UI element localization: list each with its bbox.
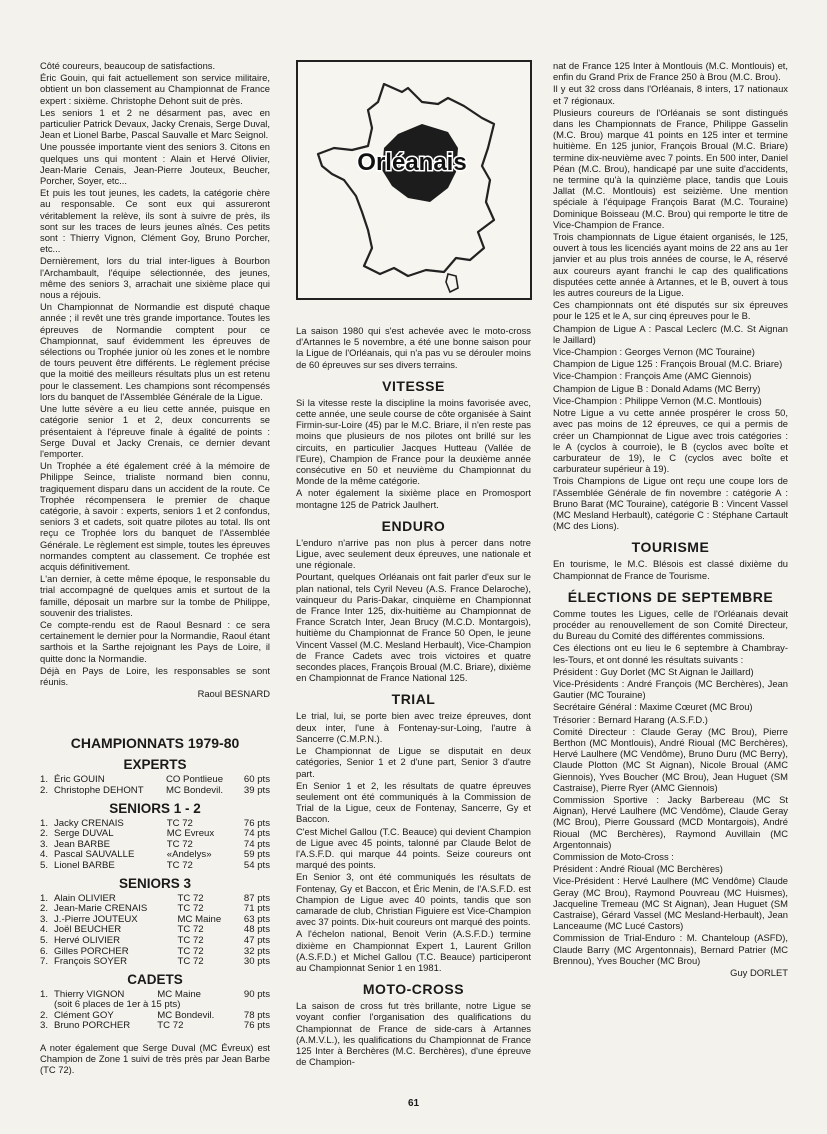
paragraph: L'an dernier, à cette même époque, le responsable du trial accompagné de quelques amis et surtout de la famille, déposait un marbre sur la tombe de Philippe, souvenir des trialistes. [40, 573, 270, 618]
paragraph: A l'échelon national, Benoit Verin (A.S.F.D.) termine dixième en Championnat Expert 1, Laurent Grillon (A.S.F.D.) et Michel Gallou (T.C. Beauce) participeront au Championnat Senior 1 en 1981. [296, 928, 531, 973]
points: 90 pts [243, 988, 270, 1000]
results-table [40, 894, 270, 968]
table-row [40, 936, 270, 947]
rider-name: Clément GOY [54, 1009, 114, 1021]
group-heading: CADETS [127, 971, 183, 987]
paragraph: La saison 1980 qui s'est achevée avec le moto-cross d'Artannes le 5 novembre, a été une bonne saison pour la Ligue de l'Orléanais, qui n'a pas vu se dérouler moins de 60 épreuves sur ses divers terrains. [296, 325, 531, 370]
paragraph: Dernièrement, lors du trial inter-ligues à Bourbon l'Archambault, l'équipe sélectionnée, des jeunes, même des seniors 3, arrachait une sixième place qui nous a réjouis. [40, 255, 270, 301]
results-table [40, 775, 270, 796]
paragraph: Les seniors 1 et 2 ne désarment pas, avec en particulier Patrick Devaux, Jacky Crenais, Serge Duval, Jean et Lionel Barbe, Pascal Sauvalle et Marc Seignol. [40, 106, 270, 141]
paragraph: Le Championnat de Ligue se disputait en deux catégories, Senior 1 et 2 d'une part, Senior 3 d'autre part. [296, 745, 531, 779]
paragraph: Trois Champions de Ligue ont reçu une coupe lors de l'Assemblée Générale de fin novembre : catégorie A : Bruno Barat (MC Touraine), catégorie B : Vincent Vassel (MC Mesland Herbault), catégorie C : Stéphane Cartault (MC des Lions). [553, 475, 788, 532]
paragraph: Ces championnats ont été disputés sur six épreuves pour le 125 et le A, sur cinq épreuves pour le B. [553, 299, 788, 322]
section-heading-elections: ÉLECTIONS DE SEPTEMBRE [567, 588, 774, 605]
rank: 2. [40, 903, 49, 915]
middle-column [296, 325, 531, 1068]
section-heading-enduro: ENDURO [381, 517, 446, 534]
signature: Guy DORLET [730, 967, 788, 979]
paragraph: Champion de Ligue A : Pascal Leclerc (M.C. St Aignan le Jaillard) [553, 322, 788, 345]
paragraph: Vice-Présidents : André François (MC Berchères), Jean Gautier (MC Touraine) [553, 677, 788, 701]
club: CO Pontlieue [165, 774, 224, 786]
rank: 6. [40, 945, 49, 957]
paragraph: Une lutte sévère a eu lieu cette année, puisque en catégorie senior 1 et 2, deux concurrents se présentaient à l'épreuve finale à égalité de points : Serge Duval et Jacky Crenais, ce dernier devant l'emporter. [40, 403, 270, 459]
paragraph: Trois championnats de Ligue étaient organisés, le 125, ouvert à tous les licenciés ayant moins de 22 ans au 1er janvier et au plus trois années de course, le A, réservé aux coureurs ayant franchi le cap des qualifications disputées cette année à Artannes, et le B, ouvert à tous les autres coureurs de la Ligue. [553, 231, 788, 299]
section-heading-motocross: MOTO-CROSS [362, 981, 465, 998]
points: 71 pts [243, 903, 270, 915]
paragraph: Éric Gouin, qui fait actuellement son service militaire, obtient un bon classement au Championnat de France expert : sixième. Christophe Dehont suit de près. [40, 72, 270, 106]
rider-name: Alain OLIVIER [54, 892, 116, 904]
paragraph: Vice-Champion : Philippe Vernon (M.C. Montlouis) [553, 394, 762, 406]
club: MC Evreux [166, 828, 215, 840]
club: TC 72 [166, 838, 193, 850]
rank: 4. [40, 849, 49, 861]
rider-name: François SOYER [54, 956, 128, 968]
paragraph: Notre Ligue a vu cette année prospérer le cross 50, avec pas moins de 12 épreuves, ce qui a permis de créer un Championnat de Ligue avec trois catégories : le A (cyclos à courroie), le B (cyclos avec boîte et carburateur de 19), le C (cyclos avec boîte et carburateur supérieur à 19). [553, 407, 788, 475]
rider-name: Serge DUVAL [54, 828, 114, 840]
paragraph: En tourisme, le M.C. Blésois est classé dixième du Championnat de France de Tourisme. [553, 558, 788, 581]
paragraph: Vice-Champion : Georges Vernon (MC Touraine) [553, 346, 755, 358]
paragraph: Et puis les tout jeunes, les cadets, la catégorie chère au responsable. Ce sont eux qui assureront véritablement la relève, ils sont à suivre de près, ils sont sur les traces de leurs jeunes aînés. Ces petits sont : Thierry Vignon, Clément Goy, Bruno Porcher, etc... [40, 187, 270, 255]
rider-name: Lionel BARBE [54, 859, 115, 871]
points: 78 pts [243, 1009, 270, 1021]
rank: 5. [40, 934, 49, 946]
rank: 2. [40, 828, 49, 840]
points: 60 pts [243, 774, 270, 786]
rank: 1. [40, 817, 49, 829]
results-table [40, 819, 270, 872]
france-map-icon [298, 62, 530, 298]
club: MC Bondevil. [165, 784, 224, 796]
paragraph: Plusieurs coureurs de l'Orléanais se sont distingués dans les Championnats de France, Philippe Gasselin (M.C. Brou) marque 41 points en 125 inter et termine huitième. En 125 junior, François Broual (M.C. Briare) termine dix-neuvième avec 7 points. En 500 inter, Daniel Péan (M.C. Brou), handicapé par une suite d'accidents, ne termine qu'à la quinzième place, tandis que Louis Jallat (M.C. Montlouis) est seizième. Une mention spéciale à l'équipage François Barat (M.C. Touraine) Dominique Boisseau (M.C. Brou) qui remporte le titre de Vice-Champion de France. [553, 106, 788, 230]
rank: 1. [40, 774, 49, 786]
points: 32 pts [243, 945, 270, 957]
club: TC 72 [177, 892, 204, 904]
rank: 1. [40, 892, 49, 904]
section-heading-vitesse: VITESSE [382, 377, 445, 394]
paragraph: C'est Michel Gallou (T.C. Beauce) qui devient Champion de Ligue avec 45 points, talonné par Claude Belot de l'A.S.F.D. qui marque 44 points. Seize coureurs ont marqué des points. [296, 825, 531, 871]
paragraph: Champion de Ligue B : Donald Adams (MC Berry) [553, 382, 761, 394]
map-label: Orléanais [357, 149, 467, 176]
rank: 1. [40, 988, 49, 1000]
paragraph: Si la vitesse reste la discipline la moins favorisée avec, cette année, une seule course de côte organisée à Saint Firmin-sur-Loire (45) par le M.C. Briare, il n'en reste pas moins que plusieurs de nos pilotes ont brillé sur les circuits, en particulier Jacques Hutteau (Vallée de l'Eure), Champion de France pour la deuxième année consécutive en 50 et neuvième du Championnat du Monde de la même catégorie. [296, 396, 531, 487]
club: TC 72 [177, 956, 204, 968]
club: MC Maine [177, 913, 222, 925]
paragraph: En Senior 3, ont été communiqués les résultats de Fontenay, Gy et Baccon, et Éric Menin, de l'A.S.F.D. est Champion de Ligue avec 40 points, tandis que son camarade de club, Christian Figuiere est Vice-Champion avec 37 points. Dix-huit coureurs ont marqué des points. [296, 871, 531, 928]
rider-name: Gilles PORCHER [54, 945, 129, 957]
rank: 3. [40, 1020, 49, 1032]
results-table [40, 990, 270, 1032]
paragraph: Vice-Champion : François Ame (AMC Giennois) [553, 370, 752, 382]
points: 54 pts [243, 859, 270, 871]
rider-name: Jean BARBE [54, 838, 110, 850]
rider-name: Jean-Marie CRENAIS [54, 903, 148, 915]
points: 59 pts [243, 849, 270, 861]
paragraph: Pourtant, quelques Orléanais ont fait parler d'eux sur le plan national, tels Cyril Neveu (A.S. France Delaroche), vainqueur du Paris-Dakar, cinquième en Championnat de France Inter 125, dix-huitième au Championnat de France Scratch Inter, Jean Brucy (M.C.D. Montargois), huitième du Championnat de France 50 Open, le jeune Vincent Vassel (M.C. Mesland Herbault), Vice-Champion de France Cadets avec trois victoires et quatre secondes places, François Broual (M.C. Briare), dixième en Championnat de France National 125. [296, 571, 531, 684]
points: 74 pts [243, 838, 270, 850]
map-box [296, 60, 532, 300]
rank: 5. [40, 859, 49, 871]
rider-name: Bruno PORCHER [54, 1020, 131, 1032]
rank: 2. [40, 784, 49, 796]
paragraph: Champion de Ligue 125 : François Broual (M.C. Briare) [553, 358, 783, 370]
table-row [40, 957, 270, 968]
paragraph: Un Championnat de Normandie est disputé chaque année ; il revêt une très grande importance. Toutes les épreuves de Normandie comptent pour ce Championnat, sauf évidemment les épreuves de sélections ou Trophée junior où les zones et le nombre de tours peuvent être différents. Le règlement précise que la moitié des meilleurs résultats plus un est retenu pour le classement. Les champions sont récompensés lors du banquet de l'Assemblée Générale de la Ligue. [40, 301, 270, 402]
club: TC 72 [177, 924, 204, 936]
points: 76 pts [243, 817, 270, 829]
points: 74 pts [243, 828, 270, 840]
page-number: 61 [407, 1098, 420, 1109]
paragraph: Président : Guy Dorlet (MC St Aignan le Jaillard) [553, 665, 754, 677]
paragraph: Commission Sportive : Jacky Barbereau (MC St Aignan), Hervé Laulhere (MC Vendôme), Claude Geray (MC Brou), Pierre Goussard (MCD Montargois), André Rioual (MC Berchères), Raymond Auvillain (MC Argentonnais) [553, 793, 788, 850]
paragraph: Un Trophée a été également créé à la mémoire de Philippe Seince, trialiste normand bien connu, tragiquement disparu dans un accident de la route. Ce Trophée récompensera le premier de chaque catégorie, à savoir : experts, seniors 1 et 2 confondus, seniors 3 et cadets, soit quatre pilotes au total. Ils ont reçu ce Trophée lors du banquet de l'Assemblée Générale. Le règlement est simple, toutes les épreuves normandes comptent au classement. Ce trophée est acquis définitivement. [40, 460, 270, 572]
paragraph: Le trial, lui, se porte bien avec treize épreuves, dont deux inter, l'une à Fontenay-sur-Loing, l'autre à Sancerre (C.M.P.N.). [296, 710, 531, 744]
points: 30 pts [243, 956, 270, 968]
points: 63 pts [243, 913, 270, 925]
club: MC Maine [157, 988, 201, 1000]
rider-name: Thierry VIGNON [54, 988, 125, 1000]
group-heading: EXPERTS [123, 757, 187, 773]
paragraph: Commission de Trial-Enduro : M. Chanteloup (ASFD), Claude Barry (MC Argentonnais), Bernard Patrier (MC Brennou), Yves Boucher (MC Brou) [553, 932, 788, 966]
paragraph: Secrétaire Général : Maxime Cœuret (MC Brou) [553, 701, 753, 713]
club: TC 72 [177, 903, 204, 915]
points: 76 pts [243, 1020, 270, 1032]
paragraph: Une poussée importante vient des seniors 3. Citons en quelques uns qui montent : Alain et Hervé Olivier, Jean-Marie Cenais, Jean-Pierre Jouteux, Beucher, Porcher, Soyer, etc... [40, 141, 270, 187]
table-row [40, 786, 270, 797]
rank: 2. [40, 1009, 49, 1021]
points: 47 pts [243, 934, 270, 946]
rank: 4. [40, 924, 49, 936]
group-heading: SENIORS 3 [118, 875, 192, 891]
rider-name: Christophe DEHONT [54, 784, 144, 796]
club: TC 72 [177, 934, 204, 946]
rider-name: Hervé OLIVIER [54, 934, 121, 946]
paragraph: Comme toutes les Ligues, celle de l'Orléanais devait procéder au renouvellement de son Comité Directeur, du Bureau du Comité des différentes commissions. [553, 607, 788, 642]
points: 87 pts [243, 892, 270, 904]
paragraph: Ces élections ont eu lieu le 6 septembre à Chambray-les-Tours, et ont donné les résultats suivants : [553, 642, 788, 665]
paragraph: Déjà en Pays de Loire, les responsables se sont réunis. [40, 664, 270, 687]
right-column [553, 60, 788, 979]
rank: 7. [40, 956, 49, 968]
paragraph: Comité Directeur : Claude Geray (MC Brou), Pierre Berthon (MC Montlouis), André Rioual (MC Berchères), Hervé Laulhere (MC Vendôme), Bruno Duru (MC Berry), Claude Plotton (MC St Aignan), Nicole Broual (AMC Giennois), Yves Boucher (MC Brou), Jean Huguet (SM Castraise), Pierre Ryer (AMC Giennois) [553, 725, 788, 793]
paragraph: Ce compte-rendu est de Raoul Besnard : ce sera certainement le dernier pour la Normandie, Raoul étant sarthois et la Sarthe rejoignant les Pays de Loire, il quitte donc la Normandie. [40, 618, 270, 664]
paragraph: Côté coureurs, beaucoup de satisfactions. [40, 60, 216, 71]
note: A noter également que Serge Duval (MC Évreux) est Champion de Zone 1 suivi de très près par Jean Barbe (TC 72). [40, 1042, 270, 1076]
club: TC 72 [166, 859, 193, 871]
paragraph: Commission de Moto-Cross : [553, 851, 674, 862]
left-column [40, 60, 270, 1077]
paragraph: Président : André Rioual (MC Berchères) [553, 863, 723, 875]
club: «Andelys» [166, 849, 212, 861]
club: MC Bondevil. [157, 1009, 215, 1021]
paragraph: A noter également la sixième place en Promosport montagne 125 de Patrick Jaulhert. [296, 487, 531, 510]
paragraph: Trésorier : Bernard Harang (A.S.F.D.) [553, 713, 708, 725]
rider-name: Pascal SAUVALLE [54, 849, 135, 861]
section-heading-trial: TRIAL [391, 691, 436, 708]
rider-name: Joël BEUCHER [54, 924, 122, 936]
paragraph: La saison de cross fut très brillante, notre Ligue se voyant confier l'organisation des qualifications du Championnat de France de side-cars à Artannes (A.M.V.L.), les qualifications du Championnat de France 125 Inter à Berchères (M.C. Berchères), d'une épreuve de Champion- [296, 1000, 531, 1068]
paragraph: nat de France 125 Inter à Montlouis (M.C. Montlouis) et, enfin du Grand Prix de France 250 à Brou (M.C. Brou). [553, 60, 788, 83]
rider-name: Éric GOUIN [54, 774, 105, 786]
table-row [40, 1021, 270, 1032]
points: 48 pts [243, 924, 270, 936]
rank: 3. [40, 913, 49, 925]
signature: Raoul BESNARD [197, 688, 270, 700]
group-heading: SENIORS 1 - 2 [109, 800, 201, 816]
club: TC 72 [166, 817, 193, 829]
paragraph: Vice-Président : Hervé Laulhere (MC Vendôme) Claude Geray (MC Brou), Raymond Pouvreau (MC Huismes), Jacqueline Tremeau (MC St Aignan), Jean Huguet (SM Castraise), Gérard Vassel (MC Mesland-Herbault), Jean Lanceaume (MC Lucé Castors) [553, 875, 788, 932]
paragraph: En Senior 1 et 2, les résultats de quatre épreuves seulement ont été communiqués à la Commission de Trial de la Ligue, ceux de Fontenay, Sancerre, Gy et Baccon. [296, 779, 531, 825]
rank: 3. [40, 838, 49, 850]
row-note: (soit 6 places de 1er à 15 pts) [54, 999, 181, 1011]
rider-name: J.-Pierre JOUTEUX [54, 913, 138, 925]
paragraph: Il y eut 32 cross dans l'Orléanais, 8 inters, 17 nationaux et 7 régionaux. [553, 83, 788, 106]
championnats-title: CHAMPIONNATS 1979-80 [70, 735, 240, 752]
paragraph: L'enduro n'arrive pas non plus à percer dans notre Ligue, avec seulement deux épreuves, une nationale et une régionale. [296, 536, 531, 571]
club: TC 72 [157, 1020, 184, 1032]
rider-name: Jacky CRENAIS [54, 817, 124, 829]
points: 39 pts [243, 784, 270, 796]
table-row [40, 861, 270, 872]
club: TC 72 [177, 945, 204, 957]
section-heading-tourisme: TOURISME [631, 539, 710, 556]
